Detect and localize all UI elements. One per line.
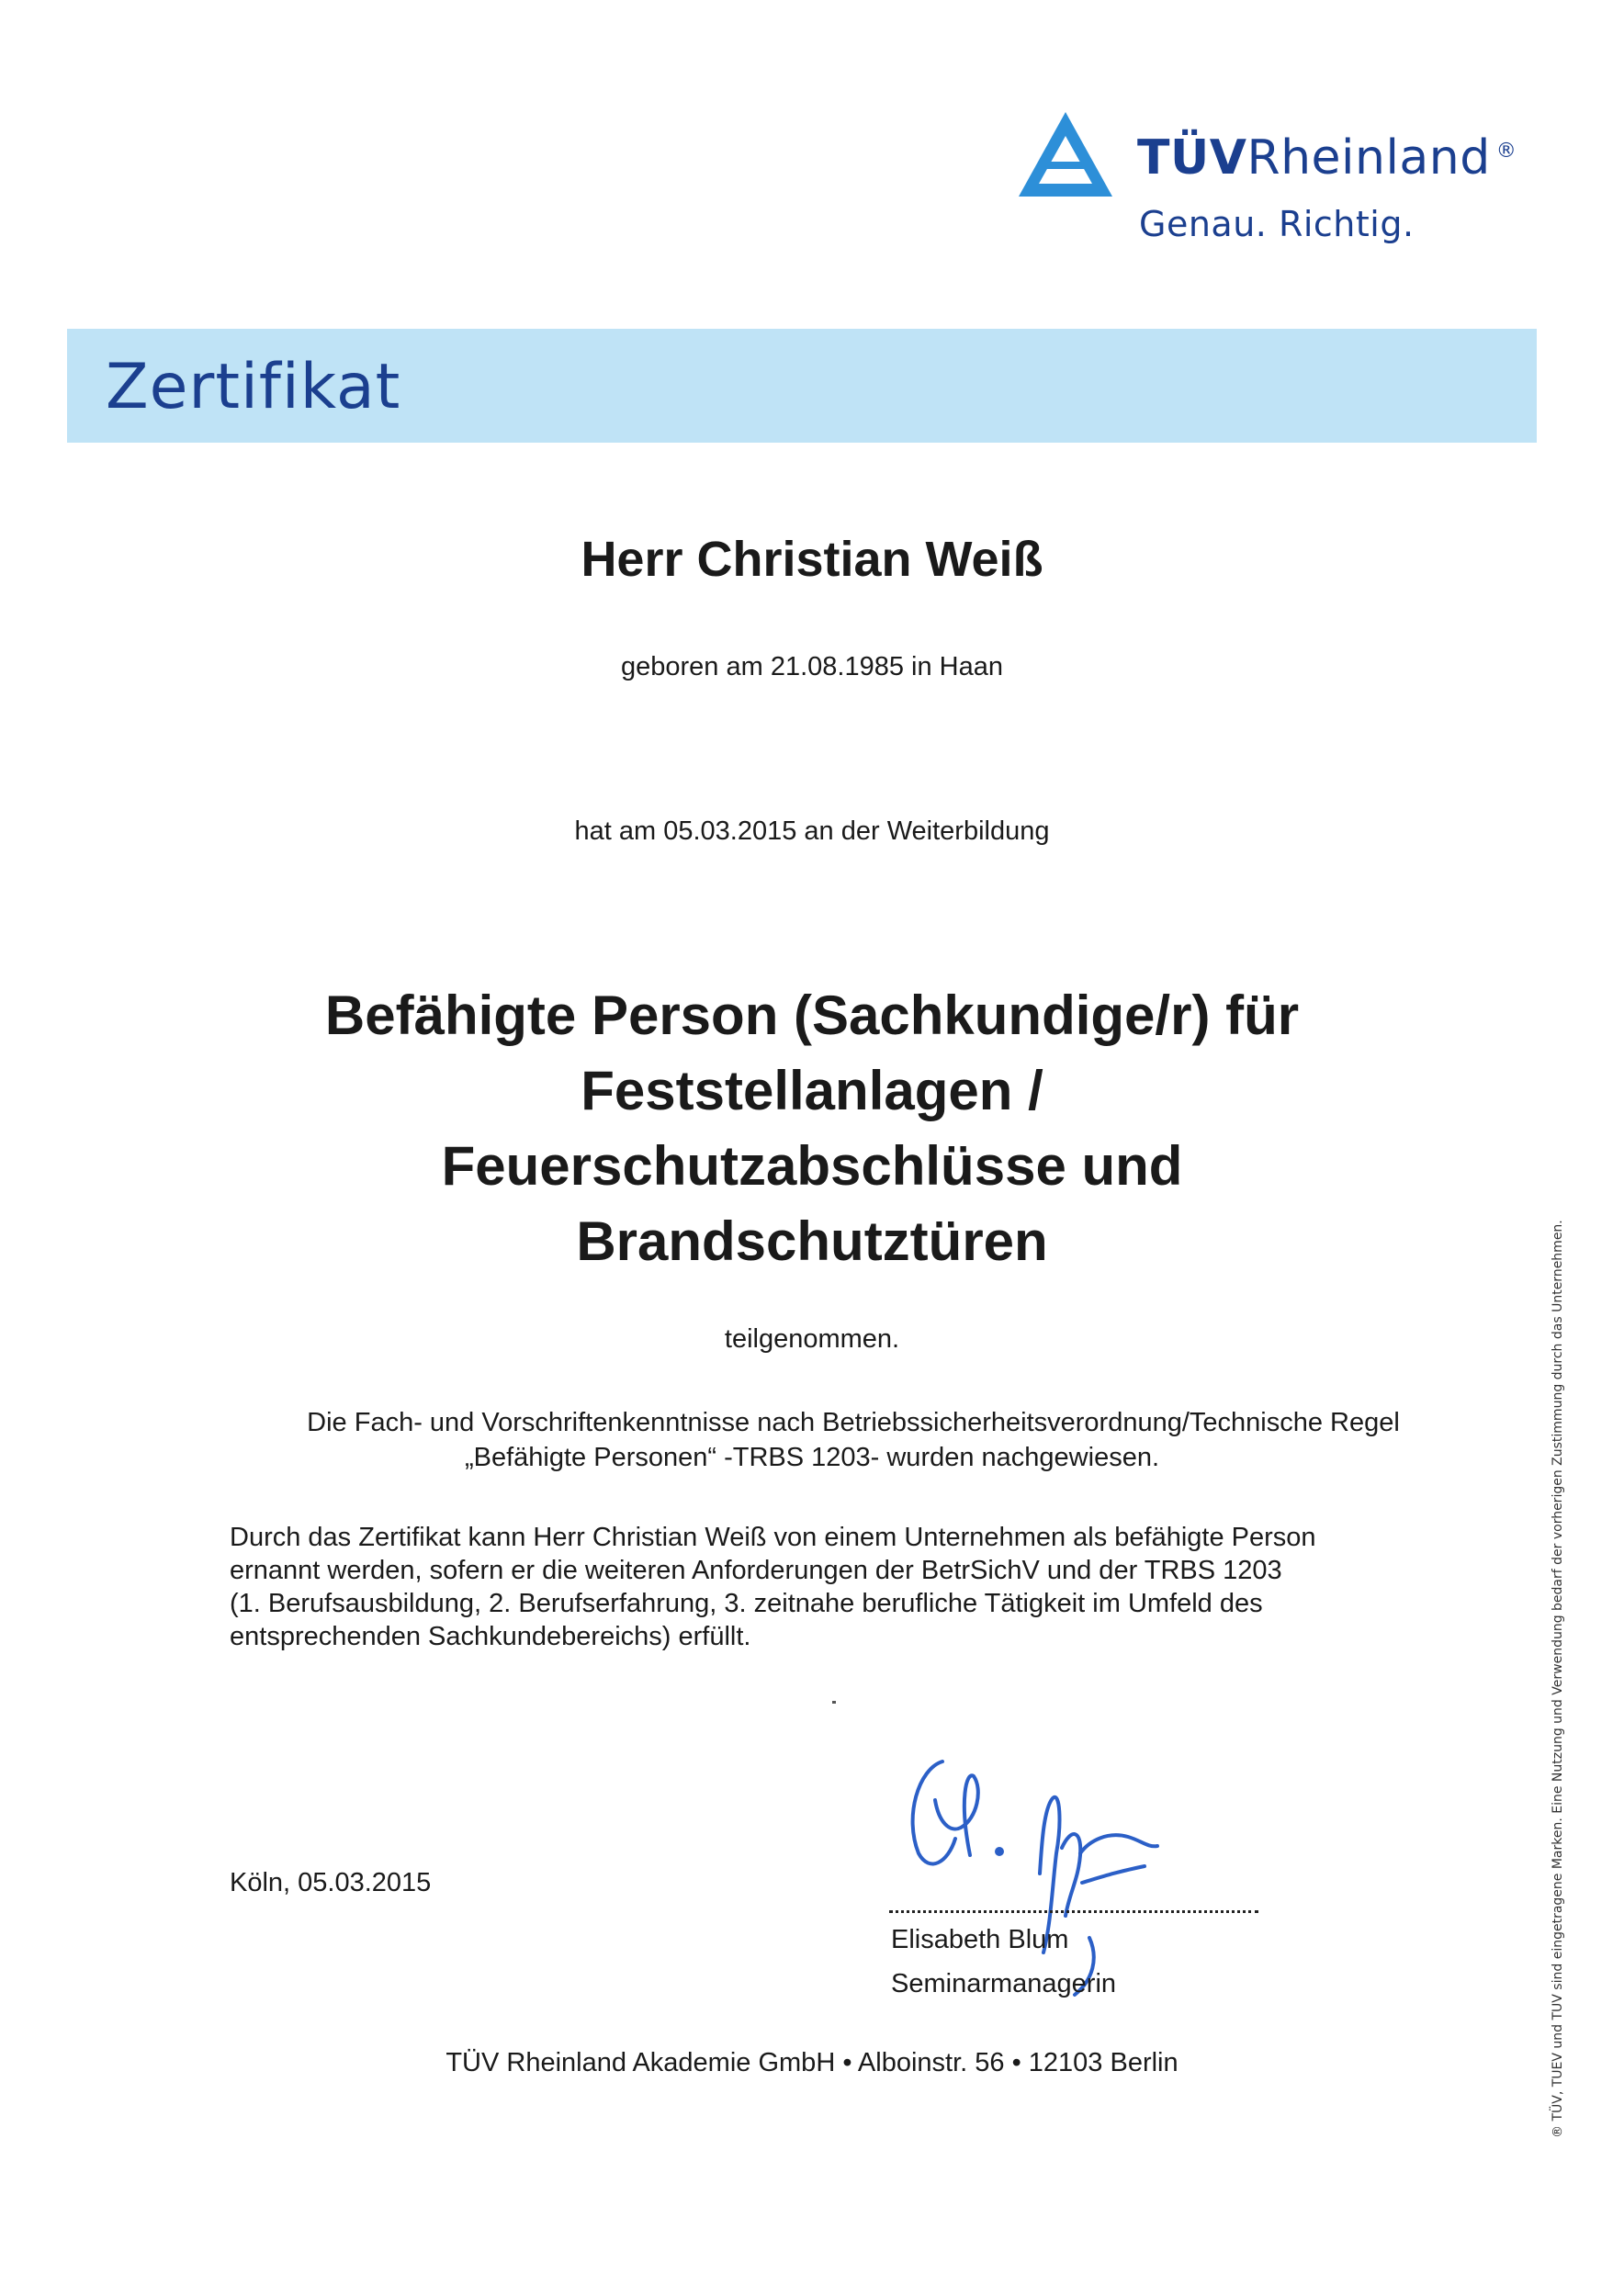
statement-line: entsprechenden Sachkundebereichs) erfüllt. [230, 1622, 751, 1651]
logo-wordmark-rheinland: Rheinland [1246, 130, 1491, 186]
logo-wordmark [1137, 130, 1517, 186]
handwritten-signature [882, 1745, 1268, 2002]
issuer-address: TÜV Rheinland Akademie GmbH • Alboinstr. 56 • 12103 Berlin [445, 2048, 1179, 2077]
statement-line: Durch das Zertifikat kann Herr Christian Weiß von einem Unternehmen als befähigte Person [230, 1523, 1316, 1552]
scan-speck [832, 1701, 836, 1704]
statement-paragraph [230, 1521, 1442, 1653]
participated-text: teilgenommen. [724, 1324, 900, 1354]
statement-line: ernannt werden, sofern er die weiteren Anforderungen der BetrSichV und der TRBS 1203 [230, 1556, 1282, 1585]
recipient-birth: geboren am 21.08.1985 in Haan [621, 652, 1003, 681]
course-title-line: Feststellanlagen / [581, 1060, 1043, 1121]
course-title-line: Befähigte Person (Sachkundige/r) für [324, 985, 1300, 1046]
course-title-line: Brandschutztüren [576, 1210, 1048, 1272]
course-title-line: Feuerschutzabschlüsse und [441, 1135, 1183, 1197]
document-title: Zertifikat [106, 351, 401, 423]
knowledge-paragraph [0, 1405, 1624, 1475]
intro-text: hat am 05.03.2015 an der Weiterbildung [574, 816, 1050, 846]
logo-wordmark-tuv: TÜV [1137, 130, 1247, 186]
trademark-note: ® TÜV, TUEV und TUV sind eingetragene Marken. Eine Nutzung und Verwendung bedarf der vorherigen Zustimmung durch das Unternehmen. [1551, 1220, 1565, 2138]
logo-claim: Genau. Richtig. [1139, 204, 1415, 244]
tuv-rheinland-logo [1015, 108, 1548, 255]
tuv-triangle-logo-icon [1015, 108, 1116, 200]
statement-line: (1. Berufsausbildung, 2. Berufserfahrung, 3. zeitnahe berufliche Tätigkeit im Umfeld des [230, 1589, 1263, 1618]
signer-role: Seminarmanagerin [891, 1969, 1117, 1998]
course-title [0, 978, 1624, 1279]
signer-name: Elisabeth Blum [891, 1925, 1069, 1954]
knowledge-line: Die Fach- und Vorschriftenkenntnisse nach Betriebssicherheitsverordnung/Technische Regel [307, 1408, 1400, 1437]
title-banner [67, 329, 1537, 443]
place-and-date: Köln, 05.03.2015 [230, 1868, 432, 1897]
recipient-name: Herr Christian Weiß [581, 532, 1043, 587]
knowledge-line: „Befähigte Personen“ -TRBS 1203- wurden nachgewiesen. [464, 1443, 1160, 1472]
registered-mark: ® [1495, 139, 1517, 163]
signature-line [889, 1910, 1258, 1913]
